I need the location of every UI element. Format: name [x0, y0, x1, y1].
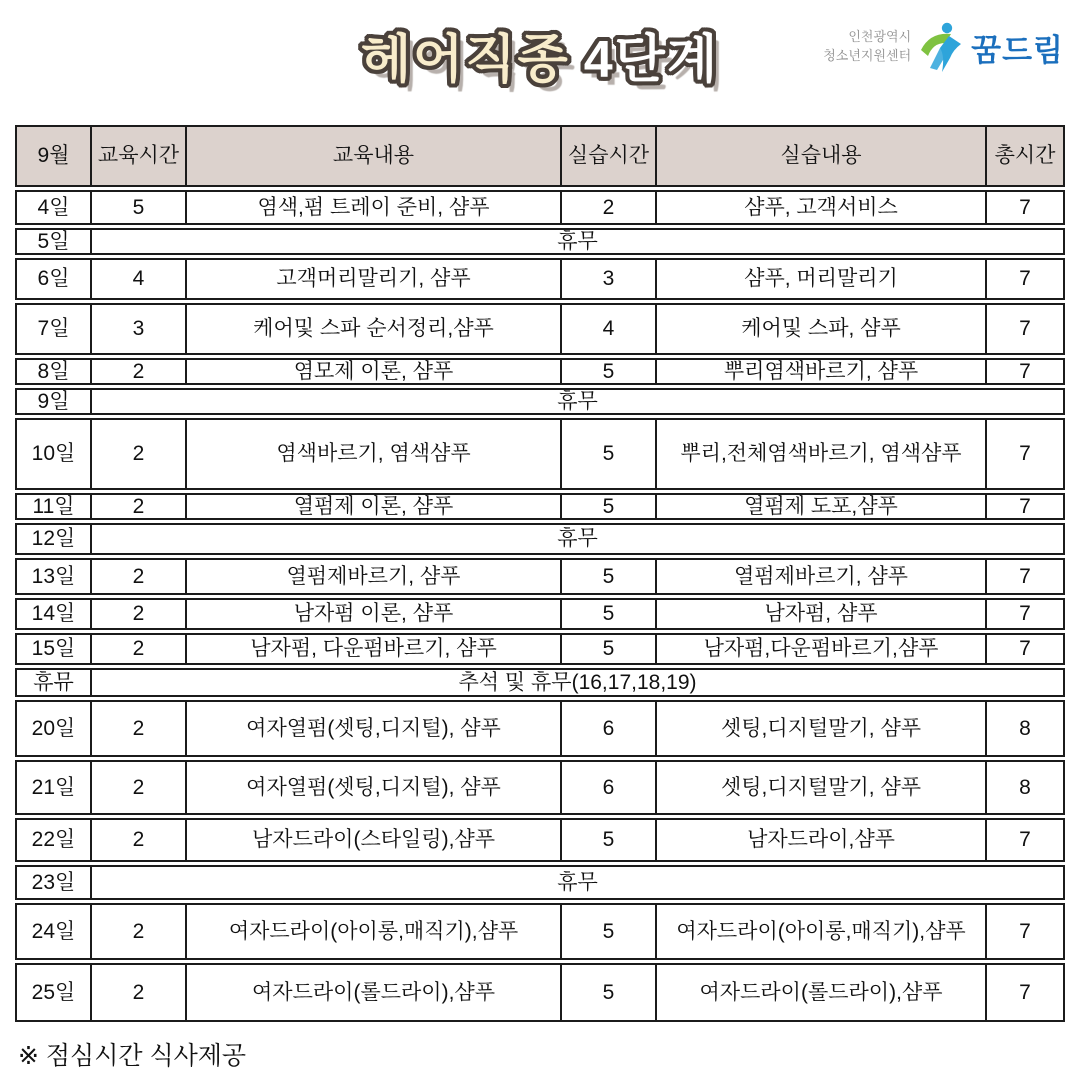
day-cell: 20일 [17, 702, 92, 755]
total-hours-cell: 7 [1019, 195, 1031, 219]
edu-content-cell: 고객머리말리기, 샴푸 [187, 260, 562, 298]
day-cell: 휴뮤 [17, 670, 92, 695]
header-cell-month: 9월 [17, 127, 92, 185]
practice-content-cell: 열펌제 도포,샴푸 [657, 495, 987, 518]
table-row [15, 358, 1065, 385]
table-row [15, 258, 1065, 300]
total-hours-cell: 7 [1019, 564, 1031, 588]
edu-hours-cell: 2 [92, 420, 187, 488]
day-cell: 5일 [17, 230, 92, 253]
logo-org-line2: 청소년지원센터 [823, 48, 912, 63]
total-hours-cell: 7 [1019, 602, 1031, 626]
day-cell: 25일 [17, 965, 92, 1020]
practice-content-cell: 뿌리,전체염색바르기, 염색샴푸 [657, 420, 987, 488]
page-title-part2: 4단계 [583, 31, 720, 89]
practice-hours-cell: 4 [562, 305, 657, 353]
edu-hours-cell: 2 [92, 965, 187, 1020]
day-cell: 11일 [17, 495, 92, 518]
practice-hours-cell: 5 [562, 905, 657, 958]
header-cell-edu-content: 교육내용 [187, 127, 562, 185]
table-row [15, 903, 1065, 960]
practice-hours-cell: 5 [562, 965, 657, 1020]
table-row [15, 700, 1065, 757]
total-hours-cell: 7 [1019, 919, 1031, 943]
edu-hours-cell: 2 [92, 600, 187, 628]
day-cell: 21일 [17, 762, 92, 813]
practice-content-cell: 케어및 스파, 샴푸 [657, 305, 987, 353]
logo-org-text [823, 28, 911, 66]
edu-hours-cell: 2 [92, 762, 187, 813]
practice-content-cell: 셋팅,디지털말기, 샴푸 [657, 762, 987, 813]
total-hours-cell: 7 [1019, 637, 1031, 661]
edu-content-cell: 염모제 이론, 샴푸 [187, 360, 562, 383]
practice-hours-cell: 6 [562, 762, 657, 813]
merged-holiday-cell: 휴무 [557, 527, 598, 551]
total-hours-cell: 7 [1019, 442, 1031, 466]
total-hours-cell: 7 [1019, 267, 1031, 291]
edu-hours-cell: 2 [92, 635, 187, 663]
edu-content-cell: 남자펌, 다운펌바르기, 샴푸 [187, 635, 562, 663]
header-cell-total-hours: 총시간 [994, 144, 1056, 168]
practice-content-cell: 뿌리염색바르기, 샴푸 [657, 360, 987, 383]
header-cell-edu-hours: 교육시간 [92, 127, 187, 185]
practice-hours-cell: 3 [562, 260, 657, 298]
table-row [15, 633, 1065, 665]
edu-content-cell: 여자드라이(롤드라이),샴푸 [187, 965, 562, 1020]
edu-hours-cell: 2 [92, 905, 187, 958]
footer-note: ※ 점심시간 식사제공 [18, 1042, 247, 1071]
practice-content-cell: 남자펌, 샴푸 [657, 600, 987, 628]
header-cell-practice-hours: 실습시간 [562, 127, 657, 185]
day-cell: 8일 [17, 360, 92, 383]
practice-content-cell: 셋팅,디지털말기, 샴푸 [657, 702, 987, 755]
edu-hours-cell: 2 [92, 360, 187, 383]
edu-content-cell: 여자열펌(셋팅,디지털), 샴푸 [187, 702, 562, 755]
edu-hours-cell: 2 [92, 702, 187, 755]
person-figure-icon [918, 22, 964, 72]
total-hours-cell: 8 [1019, 716, 1031, 740]
edu-content-cell: 열펌제바르기, 샴푸 [187, 560, 562, 593]
edu-content-cell: 남자드라이(스타일링),샴푸 [187, 820, 562, 860]
day-cell: 12일 [17, 525, 92, 553]
kkumdream-logo [823, 22, 1064, 72]
day-cell: 14일 [17, 600, 92, 628]
logo-brand-text: 꿈드림 [971, 32, 1064, 68]
practice-content-cell: 남자드라이,샴푸 [657, 820, 987, 860]
day-cell: 24일 [17, 905, 92, 958]
page-title-part1: 헤어직종 [360, 31, 570, 89]
day-cell: 15일 [17, 635, 92, 663]
edu-hours-cell: 2 [92, 820, 187, 860]
practice-content-cell: 샴푸, 머리말리기 [657, 260, 987, 298]
day-cell: 22일 [17, 820, 92, 860]
day-cell: 6일 [17, 260, 92, 298]
merged-holiday-cell: 추석 및 휴무(16,17,18,19) [458, 670, 697, 694]
table-row [15, 668, 1065, 697]
edu-hours-cell: 2 [92, 495, 187, 518]
practice-hours-cell: 5 [562, 495, 657, 518]
logo-org-line1: 인천광역시 [848, 29, 912, 45]
practice-hours-cell: 6 [562, 702, 657, 755]
day-cell: 13일 [17, 560, 92, 593]
edu-content-cell: 염색바르기, 염색샴푸 [187, 420, 562, 488]
total-hours-cell: 7 [1019, 980, 1031, 1004]
table-row [15, 190, 1065, 225]
practice-hours-cell: 5 [562, 820, 657, 860]
edu-hours-cell: 4 [92, 260, 187, 298]
total-hours-cell: 7 [1019, 317, 1031, 341]
edu-hours-cell: 5 [92, 192, 187, 223]
practice-hours-cell: 5 [562, 600, 657, 628]
practice-content-cell: 열펌제바르기, 샴푸 [657, 560, 987, 593]
merged-holiday-cell: 휴무 [557, 870, 598, 894]
table-row [15, 418, 1065, 490]
table-row [15, 558, 1065, 595]
total-hours-cell: 8 [1019, 775, 1031, 799]
table-row [15, 760, 1065, 815]
edu-content-cell: 여자드라이(아이롱,매직기),샴푸 [187, 905, 562, 958]
table-row [15, 303, 1065, 355]
practice-content-cell: 남자펌,다운펌바르기,샴푸 [657, 635, 987, 663]
edu-hours-cell: 3 [92, 305, 187, 353]
table-header-row [15, 125, 1065, 187]
edu-content-cell: 열펌제 이론, 샴푸 [187, 495, 562, 518]
practice-hours-cell: 5 [562, 560, 657, 593]
practice-hours-cell: 5 [562, 635, 657, 663]
table-row [15, 963, 1065, 1022]
practice-hours-cell: 2 [562, 192, 657, 223]
day-cell: 10일 [17, 420, 92, 488]
practice-hours-cell: 5 [562, 360, 657, 383]
schedule-table [15, 125, 1065, 1022]
day-cell: 7일 [17, 305, 92, 353]
edu-hours-cell: 2 [92, 560, 187, 593]
practice-hours-cell: 5 [562, 420, 657, 488]
edu-content-cell: 염색,펌 트레이 준비, 샴푸 [187, 192, 562, 223]
merged-holiday-cell: 휴무 [557, 389, 598, 413]
day-cell: 23일 [17, 867, 92, 898]
edu-content-cell: 케어및 스파 순서정리,샴푸 [187, 305, 562, 353]
table-row [15, 228, 1065, 255]
practice-content-cell: 샴푸, 고객서비스 [657, 192, 987, 223]
table-row [15, 493, 1065, 520]
table-row [15, 865, 1065, 900]
merged-holiday-cell: 휴무 [557, 229, 598, 253]
table-row [15, 598, 1065, 630]
table-row [15, 523, 1065, 555]
table-row [15, 818, 1065, 862]
day-cell: 9일 [17, 390, 92, 413]
edu-content-cell: 남자펌 이론, 샴푸 [187, 600, 562, 628]
day-cell: 4일 [17, 192, 92, 223]
total-hours-cell: 7 [1019, 494, 1031, 518]
table-row [15, 388, 1065, 415]
total-hours-cell: 7 [1019, 828, 1031, 852]
practice-content-cell: 여자드라이(아이롱,매직기),샴푸 [657, 905, 987, 958]
total-hours-cell: 7 [1019, 359, 1031, 383]
header-cell-practice-content: 실습내용 [657, 127, 987, 185]
practice-content-cell: 여자드라이(롤드라이),샴푸 [657, 965, 987, 1020]
edu-content-cell: 여자열펌(셋팅,디지털), 샴푸 [187, 762, 562, 813]
table-body [15, 190, 1065, 1022]
